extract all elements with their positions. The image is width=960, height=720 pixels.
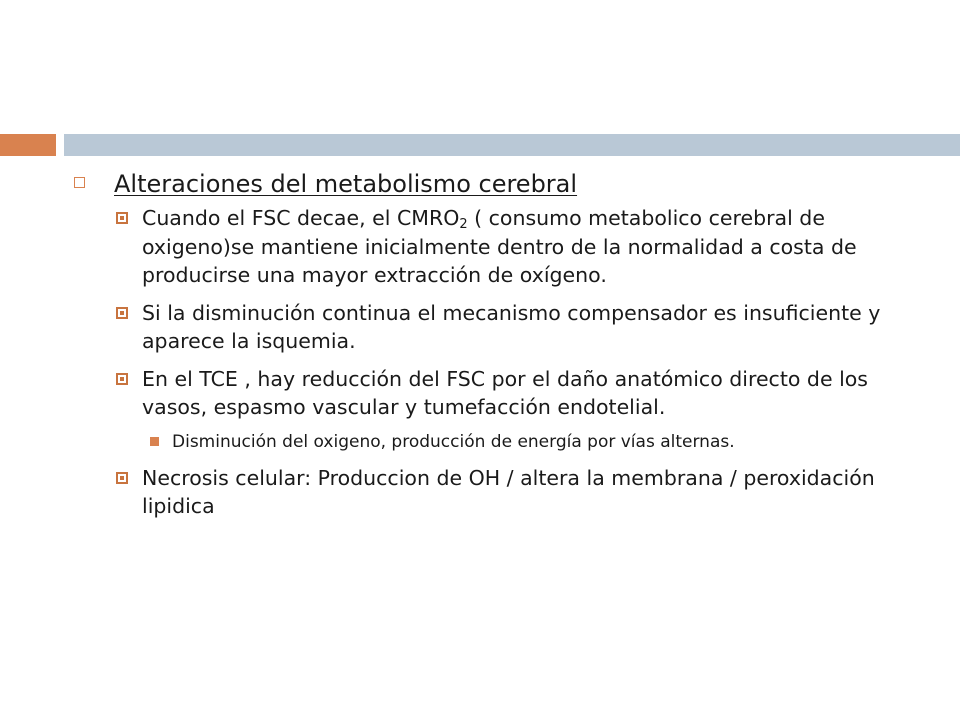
square-bullet-icon xyxy=(116,307,128,319)
bullet-item-3 xyxy=(72,365,932,422)
bullet-2-text: Si la disminución continua el mecanismo compensador es insuficiente y aparece la isquemia. xyxy=(142,300,881,353)
sub-bullet-item xyxy=(72,429,932,455)
heading-item xyxy=(72,168,932,200)
bullet-item-2 xyxy=(72,299,932,356)
slide-content xyxy=(72,168,932,530)
bullet-4-text: Necrosis celular: Produccion de OH / altera la membrana / peroxidación lipidica xyxy=(142,465,875,518)
bullet-1-text-pre: Cuando el FSC decae, el CMRO xyxy=(142,206,460,230)
sub-bullet-text: Disminución del oxigeno, producción de energía por vías alternas. xyxy=(172,431,735,452)
bullet-1-text-post: ( consumo metabolico cerebral de oxigeno)se mantiene inicialmente dentro de la normalidad a costa de producirse una mayor extracción de oxígeno. xyxy=(142,206,857,287)
filled-square-bullet-icon xyxy=(150,437,159,446)
bullet-item-1 xyxy=(72,204,932,290)
square-bullet-icon xyxy=(116,373,128,385)
square-bullet-icon xyxy=(116,472,128,484)
bullet-1-subscript: 2 xyxy=(459,217,468,232)
title-band xyxy=(64,134,960,156)
bullet-item-4 xyxy=(72,464,932,521)
slide-heading: Alteraciones del metabolismo cerebral xyxy=(114,170,578,198)
box-bullet-icon xyxy=(74,177,85,188)
bullet-3-text: En el TCE , hay reducción del FSC por el daño anatómico directo de los vasos, espasmo vascular y tumefacción endotelial. xyxy=(142,366,868,419)
accent-band xyxy=(0,134,56,156)
square-bullet-icon xyxy=(116,212,128,224)
